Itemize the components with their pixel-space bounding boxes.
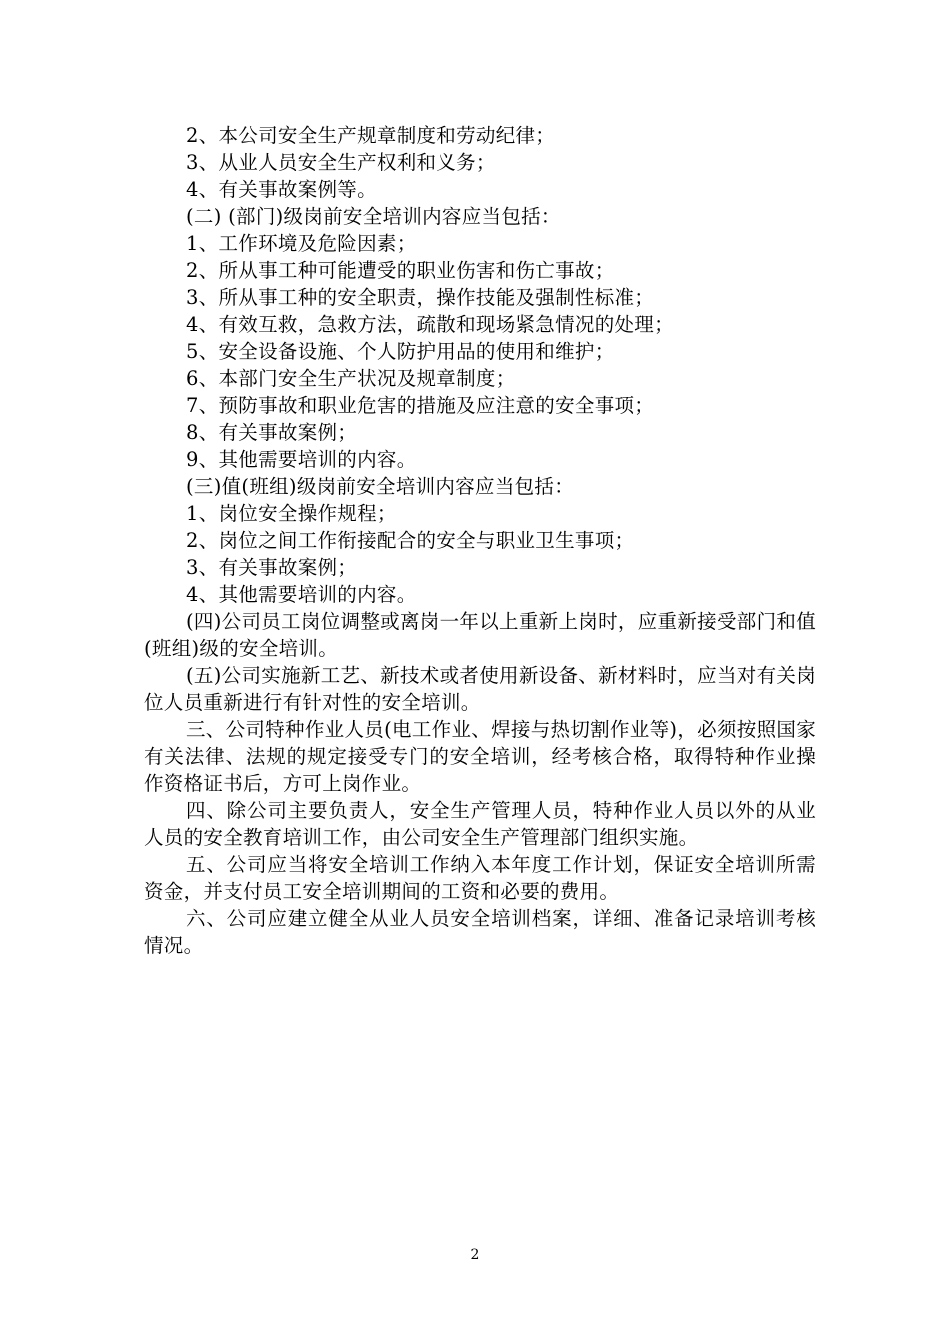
paragraph: (四)公司员工岗位调整或离岗一年以上重新上岗时，应重新接受部门和值(班组)级的安全培训。 [144, 610, 816, 660]
paragraph: (五)公司实施新工艺、新技术或者使用新设备、新材料时，应当对有关岗位人员重新进行有针对性的安全培训。 [144, 664, 816, 714]
paragraph: 3、有关事故案例； [186, 556, 358, 579]
paragraph: 3、从业人员安全生产权利和义务； [186, 151, 496, 174]
paragraph: 7、预防事故和职业危害的措施及应注意的安全事项； [186, 394, 655, 417]
paragraph: 2、本公司安全生产规章制度和劳动纪律； [186, 124, 556, 147]
paragraph: 6、本部门安全生产状况及规章制度； [186, 367, 516, 390]
paragraph: 2、所从事工种可能遭受的职业伤害和伤亡事故； [186, 259, 615, 282]
paragraph: 六、公司应建立健全从业人员安全培训档案，详细、准备记录培训考核情况。 [144, 907, 816, 957]
paragraph: 三、公司特种作业人员(电工作业、焊接与热切割作业等)，必须按照国家有关法律、法规的规定接受专门的安全培训，经考核合格，取得特种作业操作资格证书后，方可上岗作业。 [144, 718, 816, 795]
paragraph: 4、有关事故案例等。 [186, 178, 377, 201]
paragraph: 4、有效互救，急救方法，疏散和现场紧急情况的处理； [186, 313, 674, 336]
paragraph: 四、除公司主要负责人，安全生产管理人员，特种作业人员以外的从业人员的安全教育培训工作，由公司安全生产管理部门组织实施。 [144, 799, 816, 849]
page-number: 2 [470, 1247, 480, 1263]
document-body [144, 122, 816, 959]
section-heading: (二) (部门)级岗前安全培训内容应当包括： [186, 205, 561, 228]
paragraph: 5、安全设备设施、个人防护用品的使用和维护； [186, 340, 615, 363]
paragraph: 1、工作环境及危险因素； [186, 232, 417, 255]
paragraph: 1、岗位安全操作规程； [186, 502, 397, 525]
paragraph: 2、岗位之间工作衔接配合的安全与职业卫生事项； [186, 529, 635, 552]
paragraph: 3、所从事工种的安全职责，操作技能及强制性标准； [186, 286, 655, 309]
paragraph: 五、公司应当将安全培训工作纳入本年度工作计划，保证安全培训所需资金，并支付员工安全培训期间的工资和必要的费用。 [144, 853, 816, 903]
paragraph: 4、其他需要培训的内容。 [186, 583, 417, 606]
paragraph: 8、有关事故案例； [186, 421, 358, 444]
paragraph: 9、其他需要培训的内容。 [186, 448, 417, 471]
section-heading: (三)值(班组)级岗前安全培训内容应当包括： [186, 475, 575, 498]
